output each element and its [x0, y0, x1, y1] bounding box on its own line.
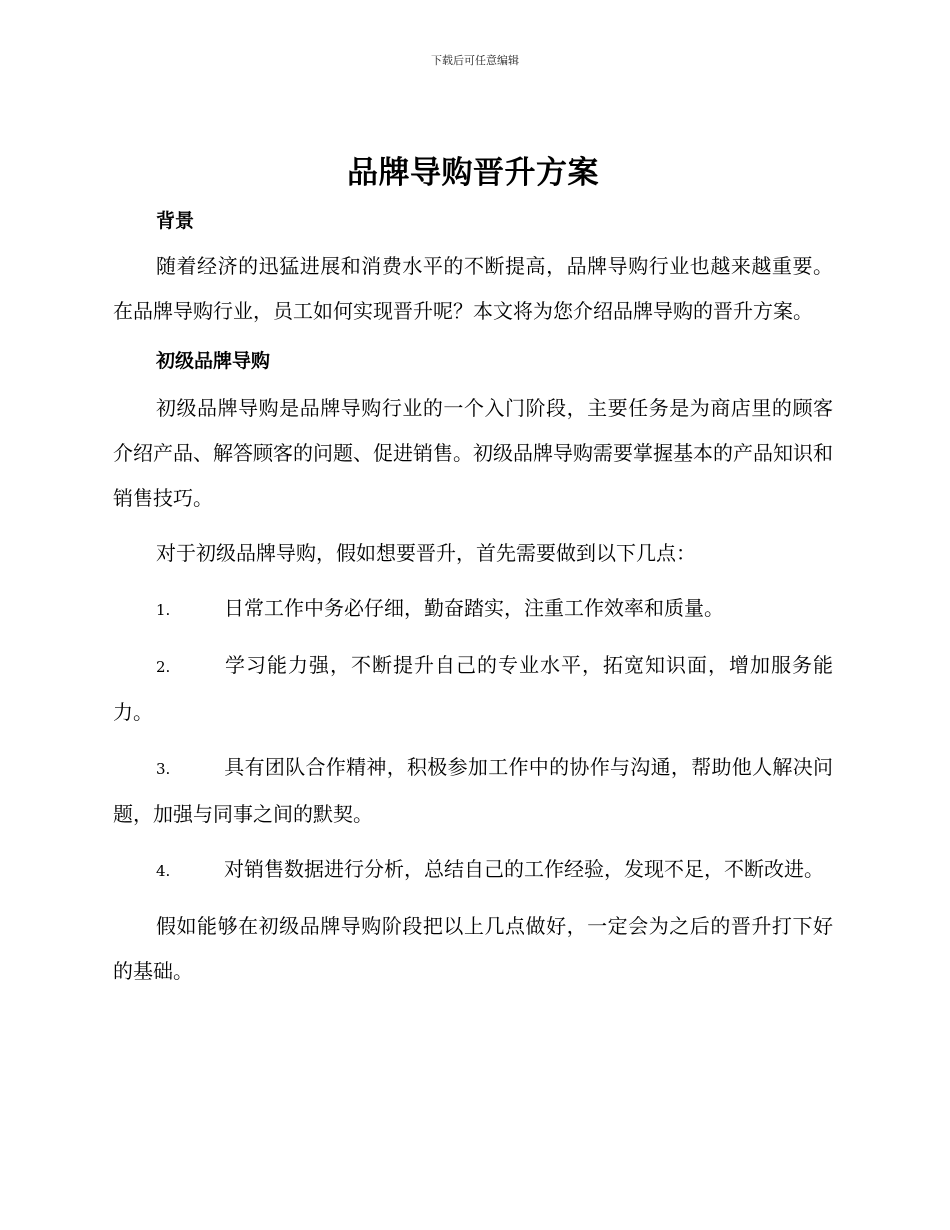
section-heading-background: 背景 — [156, 210, 195, 232]
list-item — [113, 847, 833, 894]
document-title: 品牌导购晋升方案 — [347, 155, 599, 191]
list-item-number: 1. — [156, 601, 171, 619]
document-body — [113, 140, 833, 994]
page-header: 下载后可任意编辑 — [431, 54, 519, 67]
list-item-number: 3. — [156, 760, 171, 778]
list-item-text: 具有团队合作精神，积极参加工作中的协作与沟通，帮助他人解决问题，加强与同事之间的默契。 — [113, 755, 833, 826]
list-item-text: 日常工作中务必仔细，勤奋踏实，注重工作效率和质量。 — [224, 596, 724, 620]
section-heading-junior: 初级品牌导购 — [156, 350, 271, 372]
list-item — [113, 745, 833, 837]
junior-paragraph-requirements: 对于初级品牌导购，假如想要晋升，首先需要做到以下几点： — [156, 541, 696, 565]
list-item-text: 对销售数据进行分析，总结自己的工作经验，发现不足，不断改进。 — [224, 857, 824, 881]
list-item-number: 2. — [156, 658, 171, 676]
list-item-number: 4. — [156, 862, 171, 880]
list-item-text: 学习能力强，不断提升自己的专业水平，拓宽知识面，增加服务能力。 — [113, 653, 833, 724]
list-item — [113, 586, 833, 633]
junior-paragraph-conclusion: 假如能够在初级品牌导购阶段把以上几点做好，一定会为之后的晋升打下好的基础。 — [113, 914, 833, 983]
junior-paragraph-intro: 初级品牌导购是品牌导购行业的一个入门阶段，主要任务是为商店里的顾客介绍产品、解答顾客的问题、促进销售。初级品牌导购需要掌握基本的产品知识和销售技巧。 — [113, 396, 833, 510]
background-paragraph: 随着经济的迅猛进展和消费水平的不断提高，品牌导购行业也越来越重要。在品牌导购行业，员工如何实现晋升呢？本文将为您介绍品牌导购的晋升方案。 — [113, 254, 833, 323]
list-item — [113, 643, 833, 735]
